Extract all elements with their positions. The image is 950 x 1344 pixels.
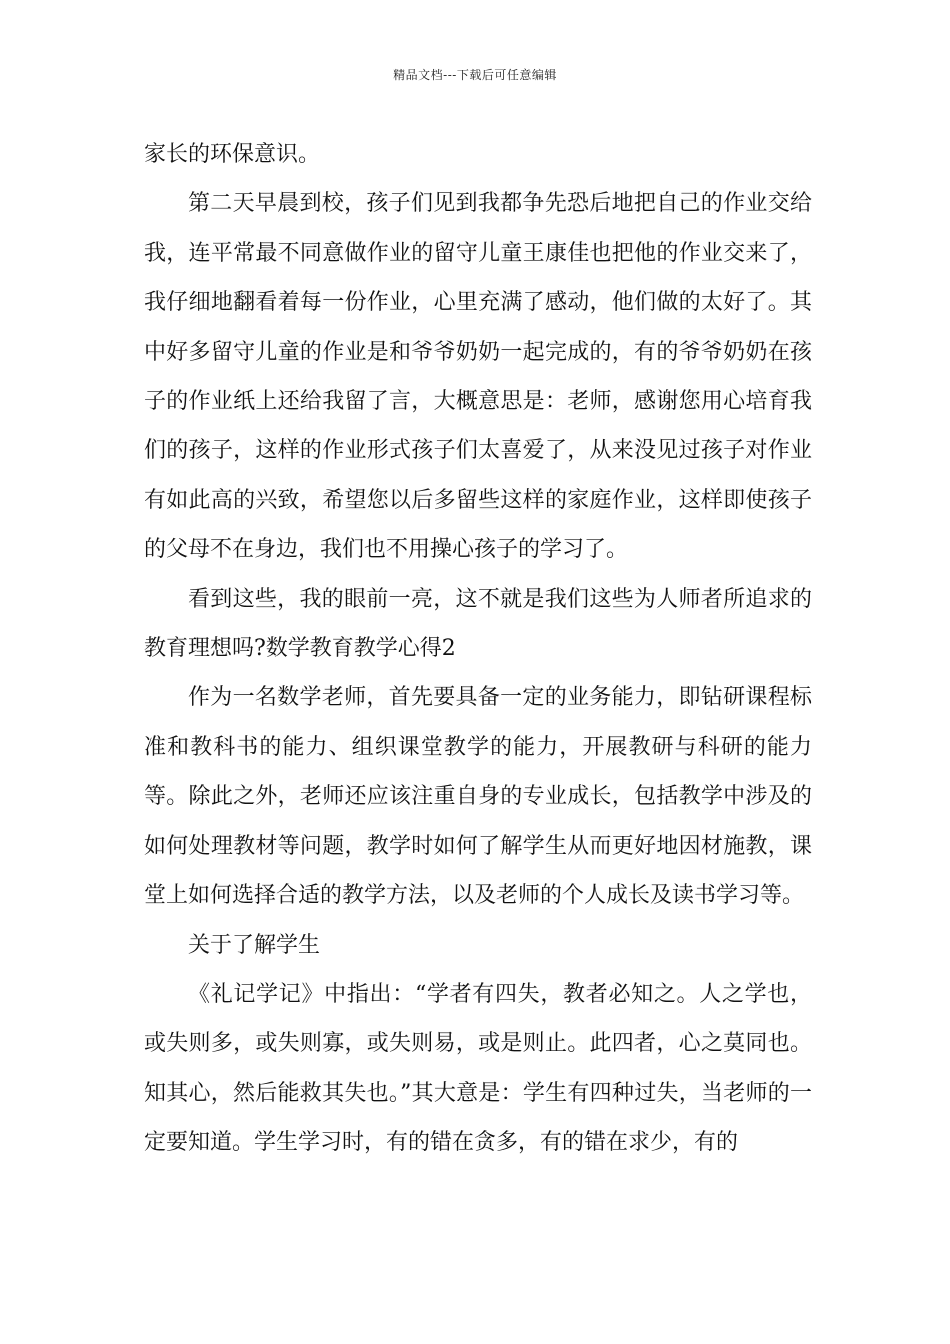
paragraph: 看到这些，我的眼前一亮，这不就是我们这些为人师者所追求的教育理想吗?数学教育教学心得2 [144,586,812,662]
page-header: 精品文档---下载后可任意编辑 [393,68,557,82]
paragraph: 作为一名数学老师，首先要具备一定的业务能力，即钻研课程标准和教科书的能力、组织课堂教学的能力，开展教研与科研的能力等。除此之外，老师还应该注重自身的专业成长，包括教学中涉及的如何处理教材等问题，教学时如何了解学生从而更好地因材施教，课堂上如何选择合适的教学方法，以及老师的个人成长及读书学习等。 [144,685,812,909]
paragraph: 家长的环保意识。 [144,142,321,167]
paragraph: 第二天早晨到校，孩子们见到我都争先恐后地把自己的作业交给我，连平常最不同意做作业的留守儿童王康佳也把他的作业交来了，我仔细地翻看着每一份作业，心里充满了感动，他们做的太好了。其中好多留守儿童的作业是和爷爷奶奶一起完成的，有的爷爷奶奶在孩子的作业纸上还给我留了言，大概意思是：老师，感谢您用心培育我们的孩子，这样的作业形式孩子们太喜爱了，从来没见过孩子对作业有如此高的兴致，希望您以后多留些这样的家庭作业，这样即使孩子的父母不在身边，我们也不用操心孩子的学习了。 [144,191,812,563]
section-heading: 关于了解学生 [188,932,321,958]
document-body [144,130,812,1168]
paragraph: 《礼记学记》中指出：“学者有四失，教者必知之。人之学也，或失则多，或失则寡，或失则易，或是则止。此四者，心之莫同也。知其心，然后能救其失也。”其大意是：学生有四种过失，当老师的一定要知道。学生学习时，有的错在贪多，有的错在求少，有的 [144,981,812,1156]
